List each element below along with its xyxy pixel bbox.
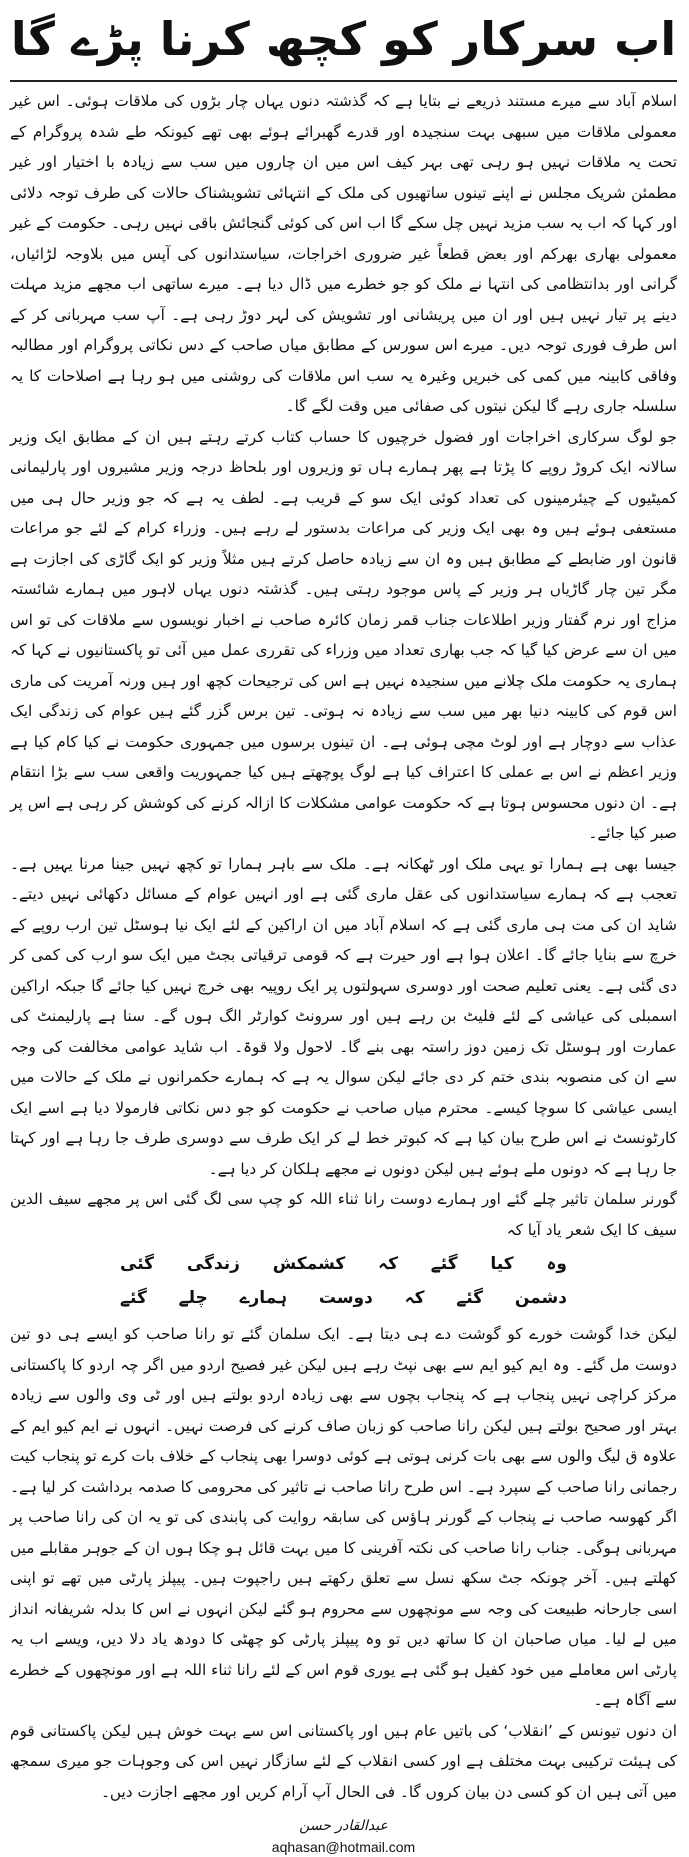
author-name: عبدالقادر حسن	[299, 1818, 388, 1834]
couplet-word: دشمن	[514, 1288, 567, 1308]
article-paragraph-1: اسلام آباد سے میرے مستند ذریعے نے بتایا ہے کہ گذشتہ دنوں یہاں چار بڑوں کی ملاقات ہوئی۔ اس غیر معمولی ملاقات میں سبھی بہت سنجیدہ اور قدرے گھبرائے ہوئے بھی تھے کیونکہ طے شدہ پروگرام کے تحت یہ ملاقات نہیں ہو رہی تھی بہر کیف اس میں ان چاروں میں سب سے زیادہ با اختیار اور غیر مطمئن شریک مجلس نے اپنے تینوں ساتھیوں کی ملک کے انتہائی تشویشناک حالات کی طرف توجہ دلائی اور کہا کہ اب یہ سب مزید نہیں چل سکے گا اب اس کی کوئی گنجائش باقی نہیں رہی۔ حکومت کے غیر معمولی بھاری بھرکم اور بعض قطعاً غیر ضروری اخراجات، سیاستدانوں کی آپس میں بلاوجہ لڑائیاں، گرانی اور بدانتظامی کی انتہا نے ملک کو جو خطرے میں ڈال دیا ہے۔ میرے ساتھی اب مجھے مزید مہلت دینے پر تیار نہیں ہیں اور ان میں پریشانی اور تشویش کی لہر دوڑ رہی ہے۔ آپ سب مہربانی کر کے اس طرف فوری توجہ دیں۔ میرے اس سورس کے مطابق میاں صاحب کے دس نکاتی پروگرام اور مطالبہ وفاقی کابینہ میں کمی کی خبریں وغیرہ یہ سب اس ملاقات کی روشنی میں ہو رہا ہے اصلاحات کا یہ سلسلہ جاری رہے گا لیکن نیتوں کی صفائی میں وقت لگے گا۔	[10, 92, 677, 415]
couplet-word: کہ	[378, 1254, 398, 1274]
couplet-word: گئے	[456, 1288, 484, 1308]
article-paragraph-2: جو لوگ سرکاری اخراجات اور فضول خرچیوں کا حساب کتاب کرتے رہتے ہیں ان کے مطابق ایک وزیر سالانہ ایک کروڑ روپے کا پڑتا ہے پھر ہمارے ہاں تو وزیروں اور بلحاظ درجہ وزیر مشیروں اور پارلیمانی کمیٹیوں کے چیئرمینوں کی تعداد کوئی ایک سو کے قریب ہے۔ لطف یہ ہے کہ جو وزیر حال ہی میں مستعفی ہوئے ہیں وہ بھی ایک وزیر کی مراعات بدستور لے رہے ہیں۔ وزراء کرام کے لئے جو مراعات قانون اور ضابطے کے مطابق ہیں وہ ان سے زیادہ حاصل کرتے ہیں مثلاً وزیر کو ایک گاڑی کی اجازت ہے مگر تین چار گاڑیاں ہر وزیر کے پاس موجود رہتی ہیں۔ گذشتہ دنوں یہاں لاہور میں ہمارے شائستہ مزاج اور نرم گفتار وزیر اطلاعات جناب قمر زمان کائرہ صاحب نے اخبار نویسوں سے ملاقات کی تو اس میں ان سے عرض کیا گیا کہ جب بھاری تعداد میں وزراء کی تقرری عمل میں آئی تو پاکستانیوں نے کہا کہ ہماری یہ حکومت ملک چلانے میں سنجیدہ نہیں ہے اس کی ترجیحات کچھ اور ہیں ورنہ آمریت کی ماری اس قوم کی کابینہ دنیا بھر میں سب سے زیادہ نہ ہوتی۔ تین برس گزر گئے ہیں عوام کی زندگی ایک عذاب سے دوچار ہے اور لوٹ مچی ہوئی ہے۔ ان تینوں برسوں میں جمہوری حکومت نے کیا کام کیا ہے وزیر اعظم نے اس بے عملی کا اعتراف کیا ہے لوگ پوچھتے ہیں کیا جمہوریت واقعی سب سے بڑا انتقام ہے۔ ان دنوں محسوس ہوتا ہے کہ حکومت عوامی مشکلات کا ازالہ کرنے کی کوشش کر رہی ہے اس پر صبر کیا جائے۔	[10, 427, 677, 842]
article-paragraph-3: جیسا بھی ہے ہمارا تو یہی ملک اور ٹھکانہ ہے۔ ملک سے باہر ہمارا تو کچھ نہیں جینا مرنا یہیں ہے۔ تعجب ہے کہ ہمارے سیاستدانوں کی عقل ماری گئی ہے اور انہیں عوام کے مسائل دکھائی نہیں دیتے۔ شاید ان کی مت ہی ماری گئی ہے کہ اسلام آباد میں ان اراکین کے لئے ایک نیا ہوسٹل تین ارب روپے کے خرچ سے بنایا جائے گا۔ اعلان ہوا ہے اور حیرت ہے کہ قومی ترقیاتی بجٹ میں ایک سو ارب کی کمی کر دی گئی ہے۔ یعنی تعلیم صحت اور دوسری سہولتوں پر ایک روپیہ بھی خرچ نہیں کیا جائے گا جبکہ اراکین اسمبلی کی عیاشی کے لئے فلیٹ بن رہے ہیں اور سرونٹ کوارٹر الگ ہوں گے۔ سنا ہے پارلیمنٹ کی عمارت اور ہوسٹل تک زمین دوز راستہ بھی بنے گا۔ لاحول ولا قوۃ۔ اب شاید عوامی مخالفت کی وجہ سے ان کی منصوبہ بندی ختم کر دی جائے لیکن سوال یہ ہے کہ ہمارے حکمرانوں نے ملک کے حالات میں ایسی عیاشی کا سوچا کیسے۔ محترم میاں صاحب نے حکومت کو جو دس نکاتی فارمولا دیا ہے اسے ایک کارٹونسٹ نے اس طرح بیان کیا ہے کہ کبوتر خط لے کر ایک طرف سے دوسری طرف جا رہا ہے اور کہتا جا رہا ہے کہ دونوں ملے ہوئے ہیں لیکن دونوں نے مجھے ہلکان کر دیا ہے۔	[10, 854, 677, 1178]
article-headline: اب سرکار کو کچھ کرنا پڑے گا	[10, 12, 677, 66]
couplet-word: دوست	[318, 1288, 373, 1308]
couplet-word: گئی	[120, 1254, 155, 1274]
couplet-word: چلے	[178, 1288, 208, 1308]
author-email: aqhasan@hotmail.com	[271, 1839, 416, 1855]
article-body	[10, 86, 677, 1807]
couplet-line-1	[120, 1247, 567, 1281]
article-paragraph-5: لیکن خدا گوشت خورے کو گوشت دے ہی دیتا ہے۔ ایک سلمان گئے تو رانا صاحب کو ایسے ہی دو تین دوست مل گئے۔ وہ ایم کیو ایم سے بھی نپٹ رہے ہیں لیکن غیر فصیح اردو میں اگر چہ اردو کا پاکستانی مرکز کراچی نہیں پنجاب ہے کہ پنجاب بچوں سے بھی زیادہ اردو بولتے ہیں اور ٹی وی والوں سے زیادہ بہتر اور صحیح بولتے ہیں لیکن رانا صاحب کو زبان صاف کرنے کی فرصت نہیں۔ انہوں نے ایم کیو ایم کے علاوہ ق لیگ والوں سے بھی بات کرنی ہوتی ہے کوئی دوسرا بھی پنجاب کے خلاف بات کرے تو پنجاب کیت رجمانی رانا صاحب کے سپرد ہے۔ اس طرح رانا صاحب نے تاثیر کی محرومی کا صدمہ برداشت کر لیا ہے۔ اگر کھوسہ صاحب نے پنجاب کے گورنر ہاؤس کی سابقہ روایت کی پابندی کی تو یہ ان کی رانا صاحب پر مہربانی ہوگی۔ جناب رانا صاحب کی نکتہ آفرینی کا میں بہت قائل ہو چکا ہوں ان کے جوہر مقابلے میں کھلتے ہیں۔ آخر چونکہ جٹ سکھ نسل سے تعلق رکھتے ہیں راجپوت ہیں۔ پیپلز پارٹی میں تھے تو اپنی اسی جارحانہ طبیعت کی وجہ سے مونچھوں سے محروم ہو گئے لیکن انہوں نے اس کا بدلہ شریفانہ انداز میں لے لیا۔ میاں صاحبان ان کا ساتھ دیں تو وہ پیپلز پارٹی کو چھٹی کا دودھ یاد دلا دیں، ویسے اب یہ پارٹی اس معاملے میں خود کفیل ہو گئی ہے یوری قوم اس کے لئے رانا ثناء اللہ ہے اور مونچھوں کے خطرے سے آگاہ ہے۔	[10, 1325, 677, 1709]
article-paragraph-4: گورنر سلمان تاثیر چلے گئے اور ہمارے دوست رانا ثناء اللہ کو چپ سی لگ گئی اس پر مجھے سیف الدین سیف کا ایک شعر یاد آیا کہ	[10, 1190, 677, 1239]
couplet-word: وہ	[546, 1254, 567, 1274]
couplet-word: کشمکش	[272, 1254, 346, 1274]
couplet-word: گئے	[430, 1254, 458, 1274]
couplet-word: گئے	[120, 1288, 147, 1308]
couplet-word: کیا	[490, 1254, 514, 1274]
couplet-word: زندگی	[186, 1254, 240, 1274]
couplet-word: کہ	[404, 1288, 425, 1308]
headline-divider	[10, 80, 677, 82]
couplet-line-2	[120, 1281, 567, 1315]
article-paragraph-6: ان دنوں تیونس کے ’انقلاب‘ کی باتیں عام ہیں اور پاکستانی اس سے بہت خوش ہیں لیکن پاکستانی قوم کی ہیئت ترکیبی بہت مختلف ہے اور کسی انقلاب کے لئے سازگار نہیں اس کی وجوہات جو میری سمجھ میں آتی ہیں ان کو کسی دن بیان کروں گا۔ فی الحال آپ آرام کریں اور مجھے اجازت دیں۔	[10, 1721, 677, 1801]
poetry-couplet	[120, 1247, 567, 1315]
couplet-word: ہمارے	[239, 1288, 288, 1308]
